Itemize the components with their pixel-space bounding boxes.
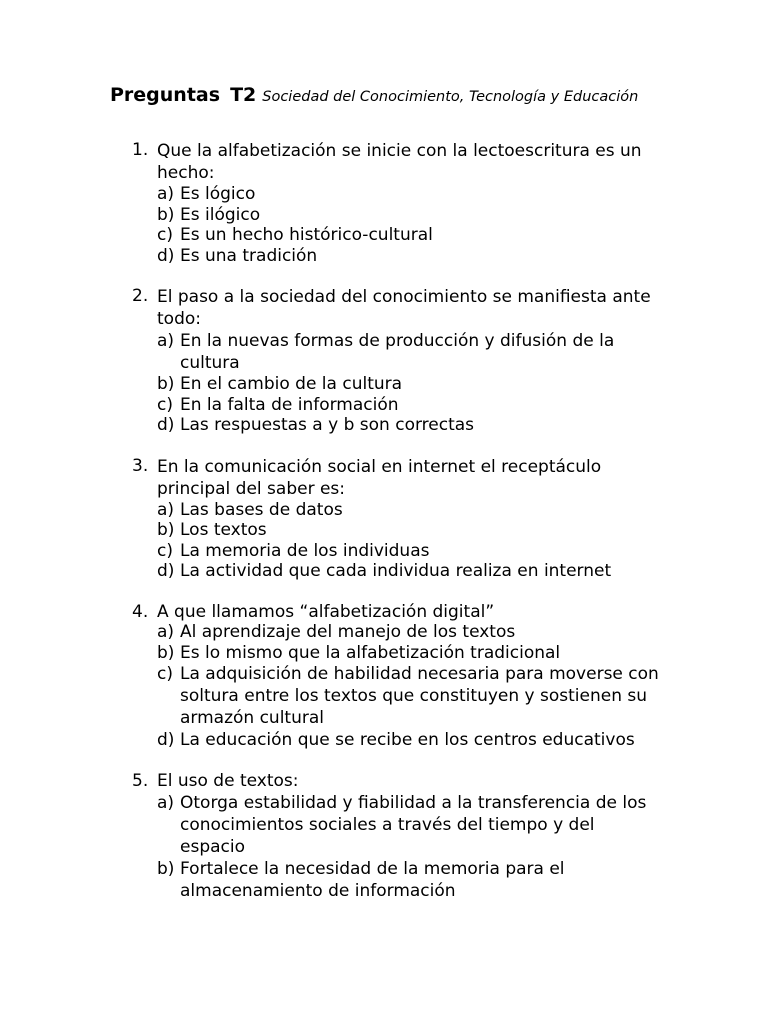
option-text: La educación que se recibe en los centros educativos — [180, 730, 635, 750]
option-text: La adquisición de habilidad necesaria para moverse con soltura entre los textos que constituyen y sostienen su armazón cultural — [180, 664, 659, 728]
question-text: A que llamamos “alfabetización digital” — [157, 601, 495, 622]
option-letter: c) — [157, 225, 173, 245]
header-subtitle: Sociedad del Conocimiento, Tecnología y Educación — [262, 89, 639, 105]
option-c — [157, 395, 662, 416]
option-a — [157, 184, 662, 205]
option-b — [157, 643, 662, 664]
question-2 — [132, 286, 662, 436]
question-4 — [132, 602, 662, 752]
question-list — [132, 140, 662, 922]
option-text: Otorga estabilidad y fiabilidad a la transferencia de los conocimientos sociales a través del tiempo y del espacio — [180, 792, 647, 857]
option-text: En el cambio de la cultura — [180, 374, 403, 394]
question-5 — [132, 771, 662, 902]
option-text: Los textos — [180, 520, 267, 540]
option-a — [157, 622, 662, 643]
option-text: La memoria de los individuas — [180, 540, 430, 561]
question-1 — [132, 140, 662, 266]
option-letter: d) — [157, 245, 175, 266]
option-letter: b) — [157, 204, 175, 225]
option-text: La actividad que cada individua realiza en internet — [180, 561, 612, 581]
header-title: Preguntas — [110, 84, 221, 106]
option-d — [157, 729, 662, 751]
option-b — [157, 858, 662, 902]
question-number: 5. — [132, 771, 149, 791]
option-c — [157, 225, 662, 246]
option-b — [157, 374, 662, 395]
option-text: Fortalece la necesidad de la memoria para el almacenamiento de información — [180, 858, 565, 901]
option-letter: b) — [157, 858, 175, 879]
option-a — [157, 330, 662, 374]
option-text: Las respuestas a y b son correctas — [180, 415, 475, 435]
option-letter: b) — [157, 374, 175, 394]
option-text: Es un hecho histórico-cultural — [180, 225, 433, 245]
option-letter: b) — [157, 642, 175, 663]
option-a — [157, 500, 662, 521]
question-text: El paso a la sociedad del conocimiento se manifiesta ante todo: — [157, 287, 651, 329]
option-letter: a) — [157, 792, 175, 813]
option-a — [157, 792, 662, 858]
header-code: T2 — [230, 84, 257, 106]
option-b — [157, 205, 662, 226]
option-text: Al aprendizaje del manejo de los textos — [180, 622, 516, 642]
option-letter: d) — [157, 415, 175, 435]
option-letter: c) — [157, 664, 173, 684]
option-letter: a) — [157, 622, 175, 642]
question-number: 3. — [132, 455, 149, 476]
option-text: En la falta de información — [180, 394, 399, 415]
option-text: Es lógico — [180, 184, 256, 204]
option-letter: c) — [157, 394, 173, 415]
option-d — [157, 415, 662, 436]
question-number: 2. — [132, 286, 149, 306]
question-3 — [132, 456, 662, 582]
option-letter: d) — [157, 730, 175, 750]
option-d — [157, 246, 662, 267]
option-letter: a) — [157, 331, 175, 351]
question-number: 1. — [132, 140, 149, 160]
option-text: Las bases de datos — [180, 499, 343, 520]
option-text: Es una tradición — [180, 245, 318, 266]
option-c — [157, 663, 662, 729]
question-text: En la comunicación social en internet el receptáculo principal del saber es: — [157, 456, 602, 499]
option-letter: a) — [157, 184, 175, 204]
option-text: Es ilógico — [180, 204, 261, 225]
option-letter: d) — [157, 561, 175, 581]
option-text: En la nuevas formas de producción y difusión de la cultura — [180, 331, 615, 373]
option-letter: c) — [157, 540, 173, 561]
option-b — [157, 520, 662, 541]
question-text: Que la alfabetización se inicie con la lectoescritura es un hecho: — [157, 141, 642, 183]
option-d — [157, 561, 662, 582]
option-letter: a) — [157, 499, 175, 520]
option-c — [157, 541, 662, 562]
document-header — [110, 84, 638, 106]
question-text: El uso de textos: — [157, 771, 299, 791]
option-letter: b) — [157, 520, 175, 540]
question-number: 4. — [132, 601, 149, 622]
option-text: Es lo mismo que la alfabetización tradicional — [180, 642, 561, 663]
